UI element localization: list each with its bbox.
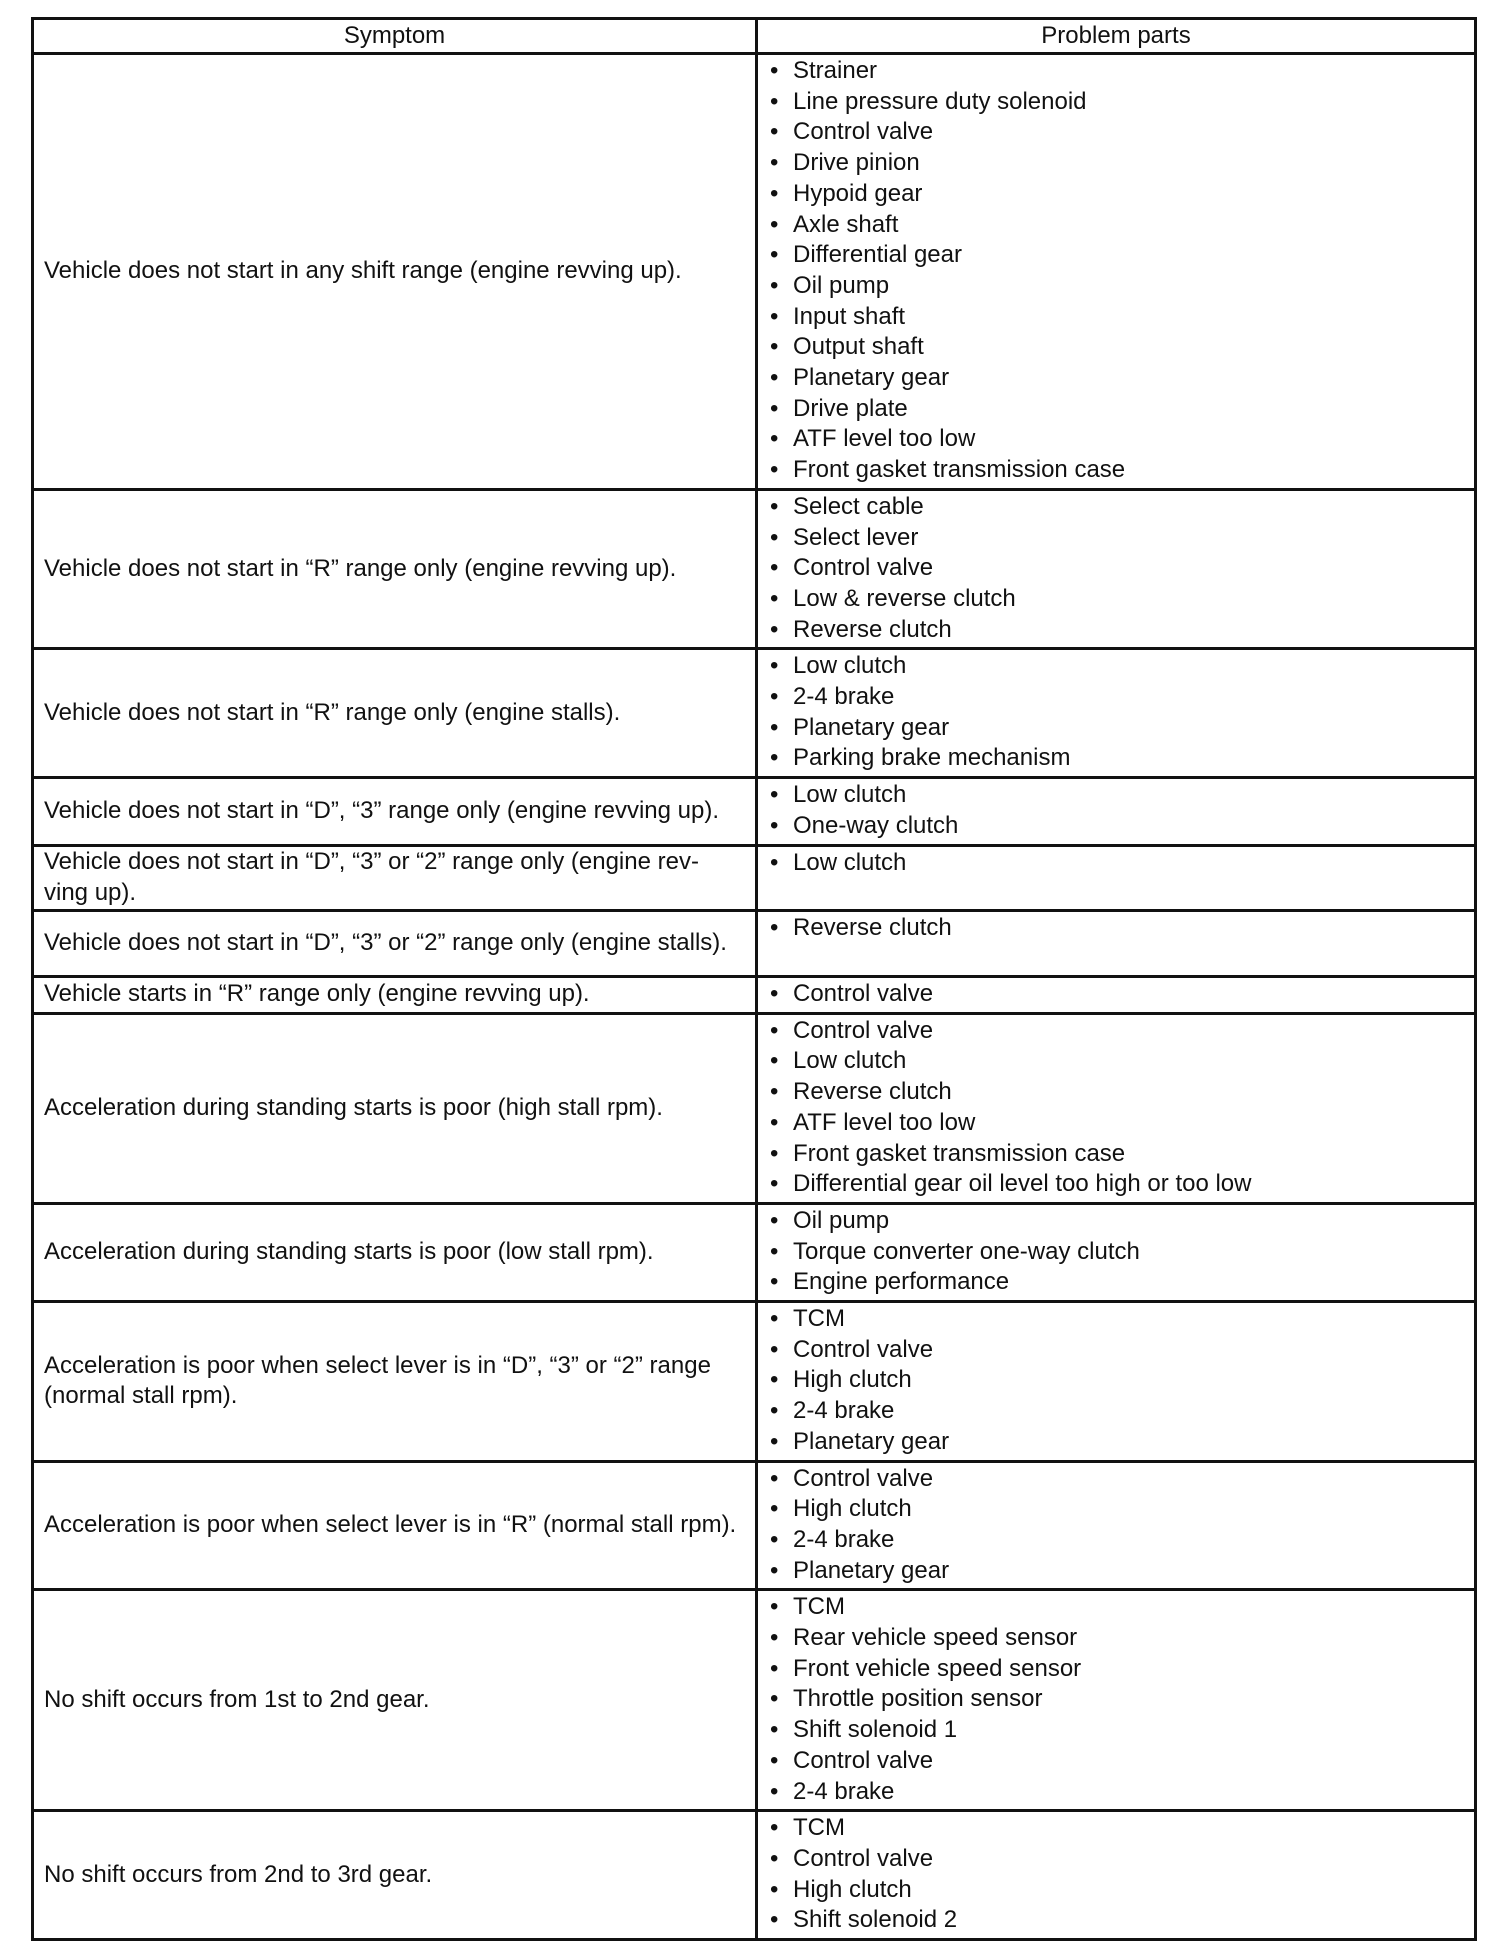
symptom-cell: Vehicle does not start in any shift range (engine revving up). xyxy=(33,54,757,490)
problem-part-item: • Differential gear oil level too high or too low xyxy=(768,1169,1466,1200)
table-row xyxy=(33,1461,1476,1590)
symptom-cell: Vehicle does not start in “D”, “3” range only (engine revving up). xyxy=(33,778,757,845)
problem-part-item: • Low clutch xyxy=(768,780,1466,811)
problem-part-item: • One-way clutch xyxy=(768,811,1466,842)
problem-part-item: • Planetary gear xyxy=(768,363,1466,394)
table-row xyxy=(33,976,1476,1013)
problem-part-item: • Control valve xyxy=(768,1746,1466,1777)
problem-part-item: • Shift solenoid 1 xyxy=(768,1715,1466,1746)
problem-part-item: • Oil pump xyxy=(768,1206,1466,1237)
problem-part-item: • Oil pump xyxy=(768,271,1466,302)
problem-part-item: • Reverse clutch xyxy=(768,1077,1466,1108)
problem-part-item: • 2-4 brake xyxy=(768,1777,1466,1808)
symptom-cell: No shift occurs from 1st to 2nd gear. xyxy=(33,1590,757,1811)
problem-part-item: • High clutch xyxy=(768,1365,1466,1396)
problem-parts-list xyxy=(768,1813,1466,1936)
problem-parts-cell xyxy=(757,1461,1476,1590)
problem-part-item: • Select cable xyxy=(768,492,1466,523)
problem-part-item: • Planetary gear xyxy=(768,1556,1466,1587)
table-header-row xyxy=(33,19,1476,54)
problem-parts-cell xyxy=(757,489,1476,649)
problem-parts-cell xyxy=(757,1302,1476,1462)
problem-part-item: • 2-4 brake xyxy=(768,1396,1466,1427)
problem-parts-list xyxy=(768,1206,1466,1298)
problem-part-item: • Low clutch xyxy=(768,848,1466,879)
problem-part-item: • Low clutch xyxy=(768,1046,1466,1077)
symptom-cell: No shift occurs from 2nd to 3rd gear. xyxy=(33,1811,757,1940)
table-row xyxy=(33,54,1476,490)
problem-parts-cell xyxy=(757,911,1476,977)
symptom-cell: Acceleration during standing starts is poor (low stall rpm). xyxy=(33,1203,757,1301)
symptom-column-header: Symptom xyxy=(33,19,757,54)
table-row xyxy=(33,778,1476,845)
problem-part-item: • Throttle position sensor xyxy=(768,1684,1466,1715)
problem-part-item: • Control valve xyxy=(768,1016,1466,1047)
problem-part-item: • Hypoid gear xyxy=(768,179,1466,210)
symptom-cell: Acceleration is poor when select lever is in “R” (normal stall rpm). xyxy=(33,1461,757,1590)
problem-part-item: • Strainer xyxy=(768,56,1466,87)
problem-part-item: • Engine performance xyxy=(768,1267,1466,1298)
problem-part-item: • Output shaft xyxy=(768,332,1466,363)
symptom-cell: Vehicle does not start in “D”, “3” or “2” range only (engine stalls). xyxy=(33,911,757,977)
problem-parts-list xyxy=(768,979,1466,1010)
problem-part-item: • Line pressure duty solenoid xyxy=(768,87,1466,118)
problem-parts-list xyxy=(768,848,1466,879)
table-row xyxy=(33,1590,1476,1811)
problem-parts-cell xyxy=(757,976,1476,1013)
problem-part-item: • Control valve xyxy=(768,1335,1466,1366)
problem-part-item: • Drive pinion xyxy=(768,148,1466,179)
problem-parts-cell xyxy=(757,1811,1476,1940)
problem-part-item: • Parking brake mechanism xyxy=(768,743,1466,774)
troubleshooting-table xyxy=(31,17,1477,1941)
symptom-cell: Vehicle does not start in “D”, “3” or “2” range only (engine rev- ving up). xyxy=(33,845,757,911)
problem-part-item: • 2-4 brake xyxy=(768,1525,1466,1556)
problem-parts-column-header: Problem parts xyxy=(757,19,1476,54)
table-row xyxy=(33,649,1476,778)
table-body xyxy=(33,54,1476,1940)
table-row xyxy=(33,1013,1476,1203)
problem-part-item: • Front gasket transmission case xyxy=(768,455,1466,486)
problem-parts-cell xyxy=(757,1203,1476,1301)
problem-parts-cell xyxy=(757,778,1476,845)
problem-part-item: • Low clutch xyxy=(768,651,1466,682)
problem-part-item: • Planetary gear xyxy=(768,1427,1466,1458)
problem-part-item: • 2-4 brake xyxy=(768,682,1466,713)
symptom-cell: Vehicle starts in “R” range only (engine revving up). xyxy=(33,976,757,1013)
problem-parts-cell xyxy=(757,1590,1476,1811)
table-row xyxy=(33,489,1476,649)
table-row xyxy=(33,1302,1476,1462)
problem-parts-list xyxy=(768,1016,1466,1200)
problem-parts-cell xyxy=(757,54,1476,490)
problem-part-item: • Control valve xyxy=(768,553,1466,584)
table-row xyxy=(33,1811,1476,1940)
problem-parts-list xyxy=(768,56,1466,486)
problem-part-item: • Front gasket transmission case xyxy=(768,1139,1466,1170)
problem-part-item: • ATF level too low xyxy=(768,424,1466,455)
problem-parts-list xyxy=(768,1304,1466,1458)
problem-part-item: • Reverse clutch xyxy=(768,615,1466,646)
problem-part-item: • Shift solenoid 2 xyxy=(768,1905,1466,1936)
problem-part-item: • Front vehicle speed sensor xyxy=(768,1654,1466,1685)
problem-parts-cell xyxy=(757,1013,1476,1203)
problem-part-item: • Low & reverse clutch xyxy=(768,584,1466,615)
problem-part-item: • TCM xyxy=(768,1813,1466,1844)
problem-part-item: • Differential gear xyxy=(768,240,1466,271)
problem-part-item: • TCM xyxy=(768,1304,1466,1335)
problem-part-item: • Control valve xyxy=(768,1844,1466,1875)
symptom-cell: Vehicle does not start in “R” range only (engine stalls). xyxy=(33,649,757,778)
problem-parts-cell xyxy=(757,845,1476,911)
table-row xyxy=(33,911,1476,977)
problem-parts-cell xyxy=(757,649,1476,778)
problem-part-item: • Reverse clutch xyxy=(768,913,1466,944)
symptom-cell: Acceleration is poor when select lever is in “D”, “3” or “2” range (normal stall rpm). xyxy=(33,1302,757,1462)
problem-part-item: • TCM xyxy=(768,1592,1466,1623)
problem-parts-list xyxy=(768,913,1466,944)
problem-parts-list xyxy=(768,1592,1466,1807)
symptom-cell: Acceleration during standing starts is poor (high stall rpm). xyxy=(33,1013,757,1203)
problem-parts-list xyxy=(768,492,1466,646)
symptom-cell: Vehicle does not start in “R” range only (engine revving up). xyxy=(33,489,757,649)
problem-parts-list xyxy=(768,1464,1466,1587)
problem-part-item: • Control valve xyxy=(768,979,1466,1010)
problem-part-item: • Control valve xyxy=(768,117,1466,148)
problem-parts-list xyxy=(768,780,1466,841)
problem-part-item: • Planetary gear xyxy=(768,713,1466,744)
table-row xyxy=(33,1203,1476,1301)
table-row xyxy=(33,845,1476,911)
problem-part-item: • Input shaft xyxy=(768,302,1466,333)
problem-part-item: • High clutch xyxy=(768,1875,1466,1906)
problem-part-item: • Torque converter one-way clutch xyxy=(768,1237,1466,1268)
problem-part-item: • Control valve xyxy=(768,1464,1466,1495)
problem-part-item: • Drive plate xyxy=(768,394,1466,425)
problem-part-item: • Rear vehicle speed sensor xyxy=(768,1623,1466,1654)
problem-part-item: • Axle shaft xyxy=(768,210,1466,241)
problem-part-item: • Select lever xyxy=(768,523,1466,554)
problem-part-item: • High clutch xyxy=(768,1494,1466,1525)
problem-part-item: • ATF level too low xyxy=(768,1108,1466,1139)
problem-parts-list xyxy=(768,651,1466,774)
